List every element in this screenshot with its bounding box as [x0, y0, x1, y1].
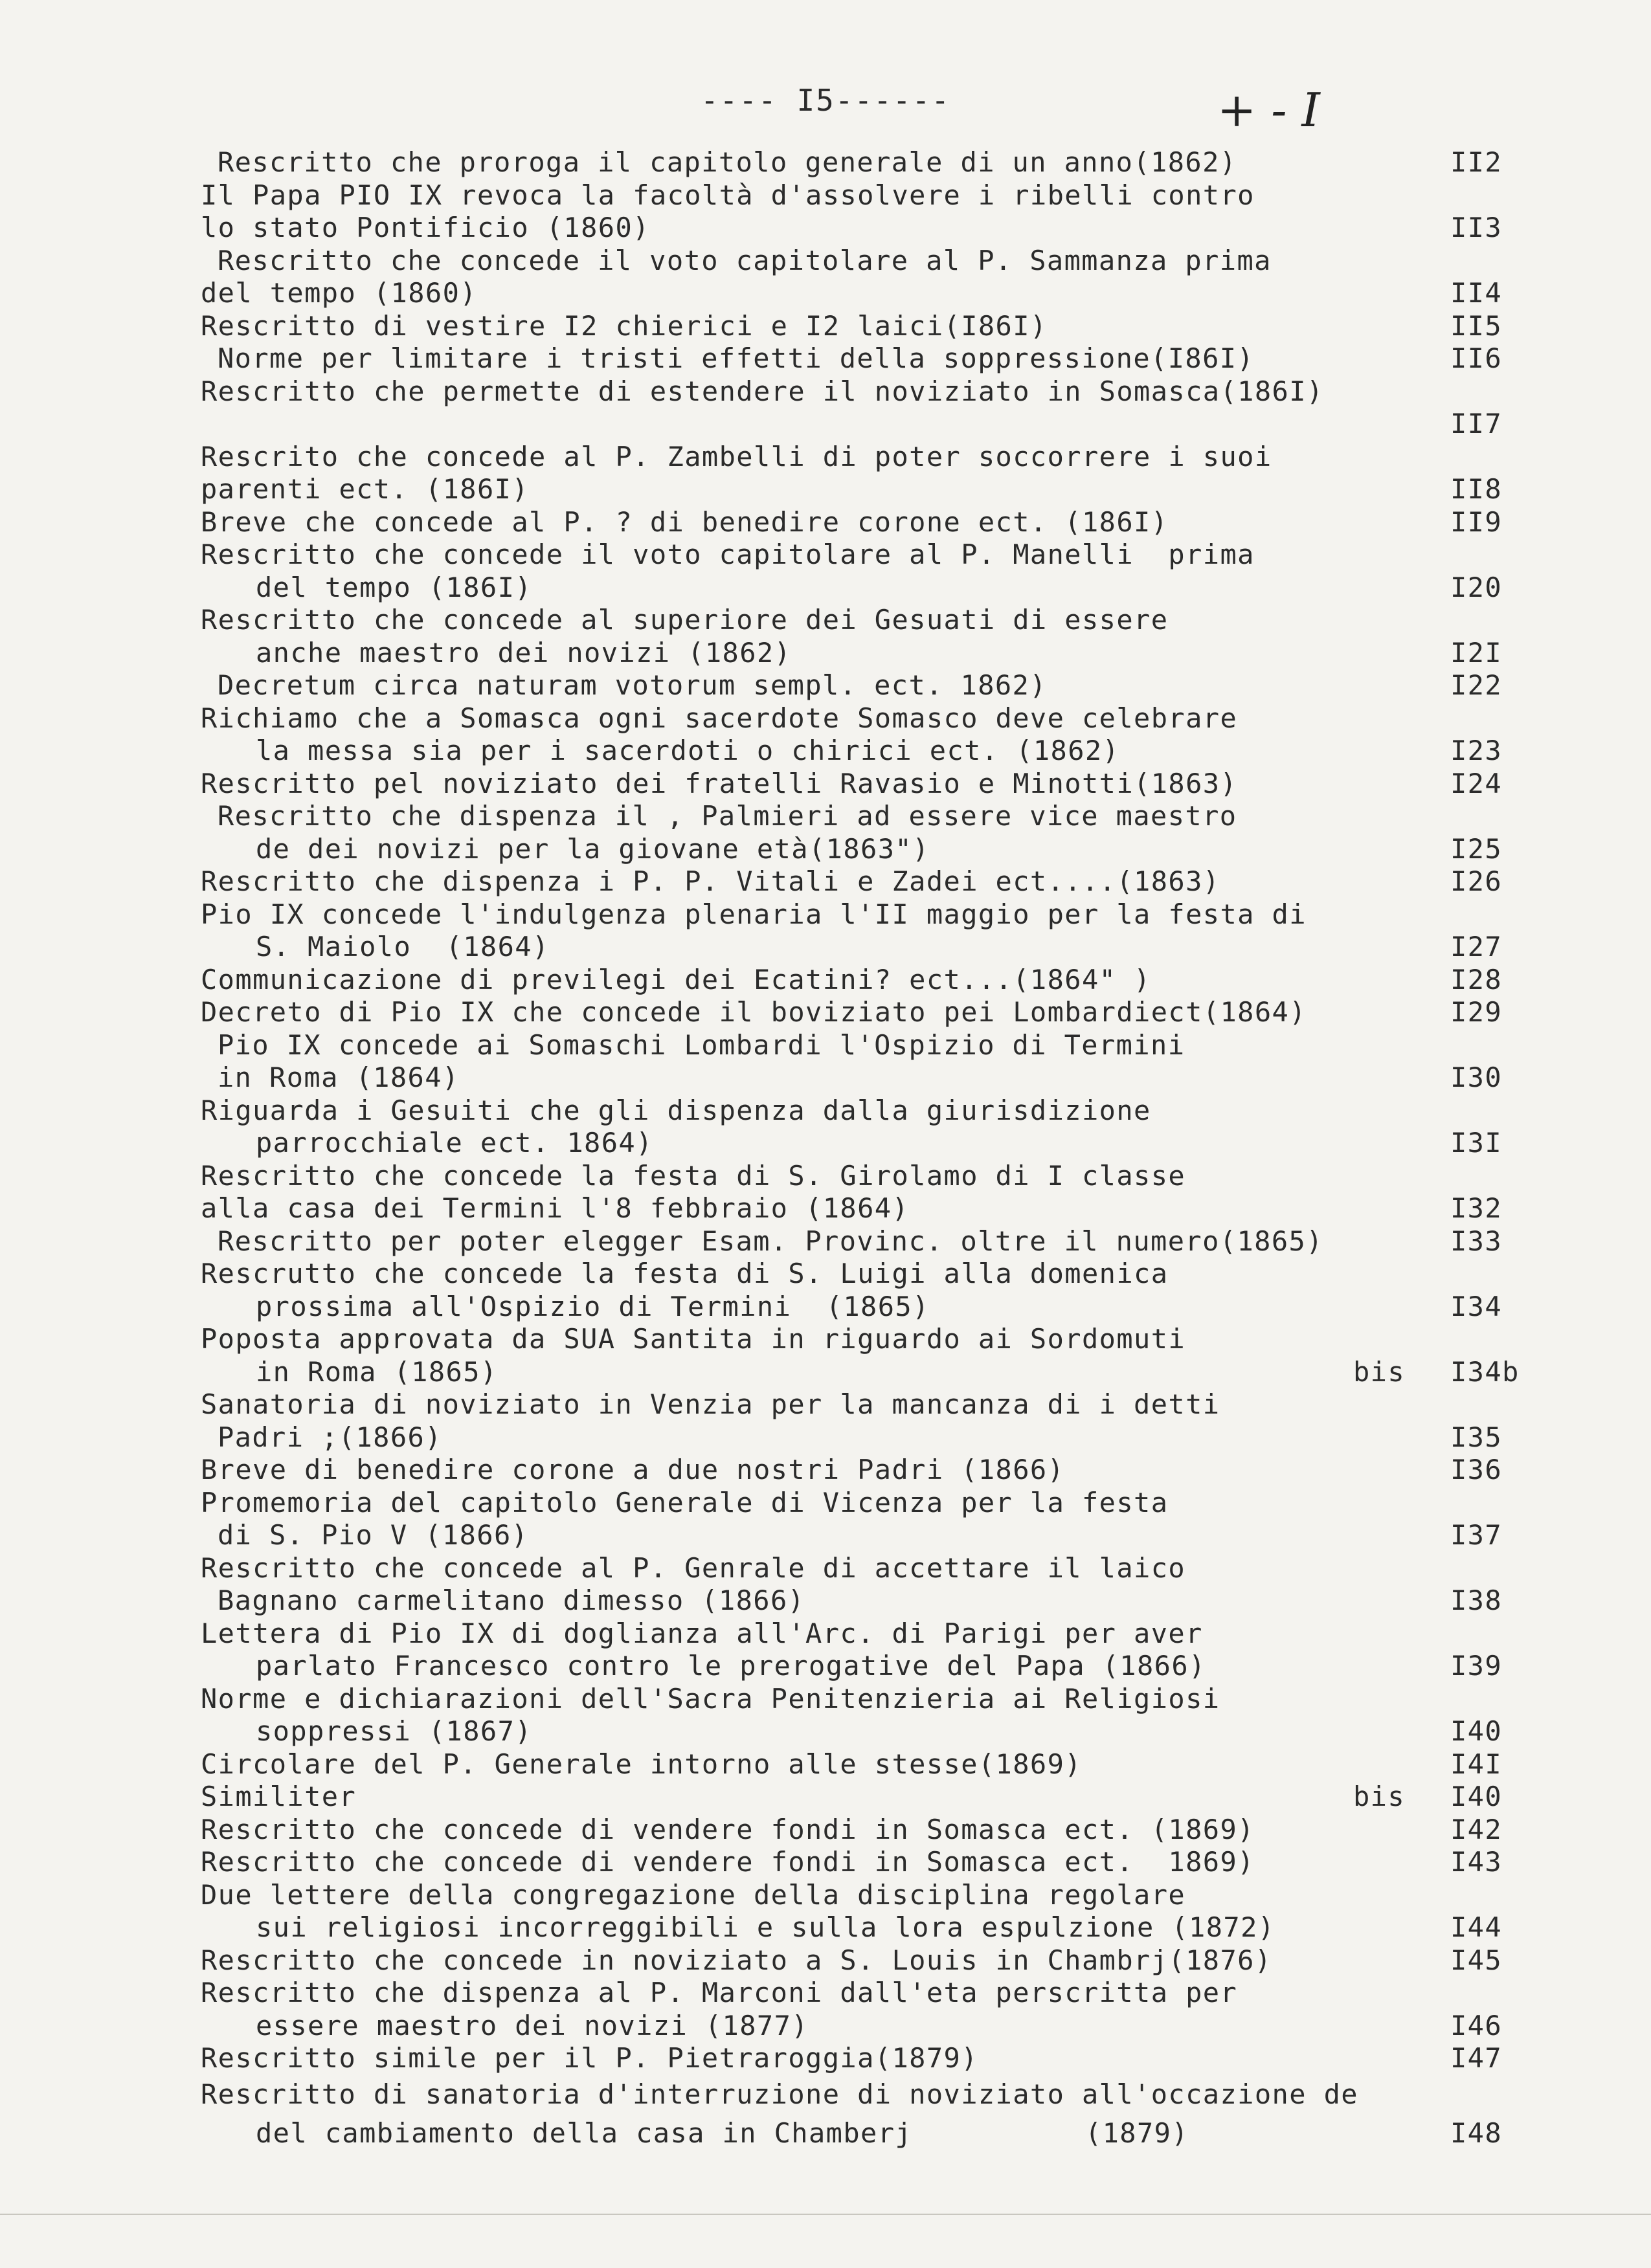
index-entry [0, 310, 1651, 343]
index-entry [0, 964, 1651, 997]
entry-number: I33 [1450, 1225, 1503, 1257]
entry-text: Riguarda i Gesuiti che gli dispenza dalla giurisdizione [201, 1094, 1151, 1126]
entry-text: Il Papa PIO IX revoca la facoltà d'assolvere i ribelli contro [201, 179, 1255, 211]
index-entry [0, 865, 1651, 898]
entry-number: I24 [1450, 767, 1503, 799]
entry-text: Lettera di Pio IX di doglianza all'Arc. di Parigi per aver [201, 1617, 1203, 1649]
entry-line [0, 146, 1651, 179]
entry-text: di S. Pio V (1866) [218, 1519, 529, 1551]
entry-text: sui religiosi incorreggibili e sulla lora espulzione (1872) [256, 1911, 1275, 1943]
entry-line [0, 1944, 1651, 1977]
entry-line [0, 1356, 1651, 1389]
entry-line [0, 1715, 1651, 1748]
index-entry [0, 2042, 1651, 2075]
entry-line [0, 702, 1651, 735]
entry-text: Rescritto di vestire I2 chierici e I2 laici(I86I) [201, 309, 1048, 342]
entry-line [0, 1225, 1651, 1258]
entry-text: Rescritto che concede in noviziato a S. Louis in Chambrj(1876) [201, 1944, 1272, 1976]
entry-line [0, 669, 1651, 702]
entry-number: I27 [1450, 931, 1503, 962]
entry-line [0, 1291, 1651, 1324]
entry-text: lo stato Pontificio (1860) [201, 212, 650, 243]
entry-line [0, 1192, 1651, 1225]
entry-line [0, 310, 1651, 343]
entry-text: anche maestro dei novizi (1862) [256, 636, 792, 669]
entry-number: I40 [1450, 1715, 1503, 1747]
entry-number: I36 [1450, 1454, 1503, 1485]
entry-text: la messa sia per i sacerdoti o chirici ect. (1862) [256, 735, 1120, 766]
index-entry [0, 800, 1651, 865]
entry-line [0, 1160, 1651, 1193]
entry-line [0, 441, 1651, 474]
page-bottom-edge [0, 2214, 1651, 2215]
entry-text: Padri ;(1866) [218, 1421, 442, 1453]
entry-text: Rescritto per poter elegger Esam. Provinc. oltre il numero(1865) [218, 1225, 1323, 1257]
index-entry [0, 1748, 1651, 1781]
entry-line [0, 1748, 1651, 1781]
entry-text: Breve che concede al P. ? di benedire corone ect. (186I) [201, 506, 1169, 538]
index-entry [0, 539, 1651, 604]
entry-text: Rescrutto che concede la festa di S. Luigi alla domenica [201, 1258, 1169, 1289]
entry-line [0, 179, 1651, 212]
entry-text: Bagnano carmelitano dimesso (1866) [218, 1584, 805, 1616]
index-entry [0, 441, 1651, 506]
entry-line [0, 1584, 1651, 1618]
index-entry [0, 1487, 1651, 1552]
entry-text: Rescritto che concede la festa di S. Girolamo di I classe [201, 1159, 1186, 1192]
entry-number: II7 [1450, 408, 1503, 439]
entry-number: I35 [1450, 1421, 1503, 1453]
entry-line [0, 1388, 1651, 1421]
index-entry [0, 1977, 1651, 2042]
entry-line [0, 539, 1651, 572]
index-entry [0, 1781, 1651, 1814]
index-entry [0, 1323, 1651, 1388]
entry-text: Rescritto che proroga il capitolo generale di un anno(1862) [218, 146, 1237, 178]
entry-number: I3I [1450, 1127, 1503, 1159]
entry-line [0, 1029, 1651, 1062]
entry-number: I23 [1450, 735, 1503, 766]
index-entry [0, 1454, 1651, 1487]
entry-line [0, 473, 1651, 506]
entry-text: Circolare del P. Generale intorno alle stesse(1869) [201, 1748, 1082, 1780]
entry-line [0, 342, 1651, 375]
entry-text: Rescritto che concede di vendere fondi in Somasca ect. 1869) [201, 1846, 1255, 1878]
entry-number: I32 [1450, 1192, 1503, 1224]
entry-line [0, 1127, 1651, 1160]
entry-line [0, 1846, 1651, 1879]
entry-line [0, 735, 1651, 768]
entry-line [0, 964, 1651, 997]
entry-line [0, 2075, 1651, 2114]
entry-text: soppressi (1867) [256, 1715, 532, 1747]
entry-number: I42 [1450, 1813, 1503, 1845]
entry-line [0, 1095, 1651, 1128]
entry-text: Rescritto che concede il voto capitolare al P. Manelli prima [201, 539, 1255, 570]
entry-text: Norme per limitare i tristi effetti della soppressione(I86I) [218, 342, 1255, 374]
entry-text: parrocchiale ect. 1864) [256, 1127, 653, 1159]
index-entry [0, 1846, 1651, 1879]
entry-line [0, 375, 1651, 408]
entry-line [0, 1487, 1651, 1520]
index-entry [0, 1388, 1651, 1454]
entry-text: Rescritto che concede di vendere fondi in Somasca ect. (1869) [201, 1813, 1255, 1845]
index-entry [0, 146, 1651, 179]
entry-number: I46 [1450, 2009, 1503, 2041]
entry-text: de dei novizi per la giovane età(1863") [256, 832, 930, 865]
entry-list [0, 146, 1651, 2153]
entry-number: I38 [1450, 1584, 1503, 1616]
entry-text: del cambiamento della casa in Chamberj (1879) [256, 2117, 1189, 2149]
entry-text: Rescrito che concede al P. Zambelli di poter soccorrere i suoi [201, 440, 1272, 472]
entry-line [0, 931, 1651, 964]
entry-text: Due lettere della congregazione della disciplina regolare [201, 1878, 1186, 1911]
entry-text: alla casa dei Termini l'8 febbraio (1864) [201, 1192, 910, 1224]
entry-text: S. Maiolo (1864) [256, 931, 550, 962]
index-entry [0, 1029, 1651, 1095]
entry-line [0, 1650, 1651, 1683]
index-entry [0, 1225, 1651, 1258]
entry-line [0, 212, 1651, 245]
entry-line [0, 1911, 1651, 1944]
entry-text: Rescritto simile per il P. Pietraroggia(1879) [201, 2042, 978, 2074]
index-entry [0, 1160, 1651, 1225]
index-entry [0, 1879, 1651, 1944]
entry-text: Rescritto che concede il voto capitolare al P. Sammanza prima [218, 244, 1272, 276]
entry-line [0, 1552, 1651, 1585]
entry-number: I4I [1450, 1748, 1503, 1780]
entry-text: parenti ect. (186I) [201, 473, 530, 505]
entry-line [0, 506, 1651, 539]
entry-text: Pio IX concede ai Somaschi Lombardi l'Ospizio di Termini [218, 1028, 1185, 1061]
entry-line [0, 637, 1651, 670]
entry-number: I40 [1450, 1781, 1503, 1812]
index-entry [0, 768, 1651, 801]
entry-number: I28 [1450, 963, 1503, 995]
entry-line [0, 1258, 1651, 1291]
entry-line [0, 996, 1651, 1029]
index-entry [0, 996, 1651, 1029]
entry-line [0, 1977, 1651, 2010]
entry-number: II4 [1450, 277, 1503, 309]
index-entry [0, 342, 1651, 375]
entry-text: Rescritto che dispenza al P. Marconi dall'eta perscritta per [201, 1977, 1238, 2008]
entry-text: Breve di benedire corone a due nostri Padri (1866) [201, 1454, 1065, 1485]
entry-text: Rescritto che permette di estendere il noviziato in Somasca(186I) [201, 375, 1324, 407]
entry-line [0, 2010, 1651, 2043]
entry-line [0, 1519, 1651, 1552]
entry-number: II2 [1450, 146, 1503, 178]
entry-line [0, 604, 1651, 637]
entry-number: I25 [1450, 832, 1503, 865]
entry-line [0, 2114, 1651, 2153]
entry-line [0, 1454, 1651, 1487]
index-entry [0, 506, 1651, 539]
entry-number: I20 [1450, 571, 1503, 603]
entry-line [0, 408, 1651, 441]
index-entry [0, 1258, 1651, 1323]
entry-text: Rescritto che dispenza i P. P. Vitali e Zadei ect....(1863) [201, 865, 1220, 897]
entry-line [0, 277, 1651, 310]
index-entry [0, 375, 1651, 441]
page-number: ---- I5------ [700, 83, 951, 118]
entry-text: Decretum circa naturam votorum sempl. ect. 1862) [218, 669, 1047, 701]
entry-number: I48 [1450, 2117, 1503, 2149]
index-entry [0, 1683, 1651, 1748]
entry-number: I45 [1450, 1944, 1503, 1976]
entry-text: Sanatoria di noviziato in Venzia per la mancanza di i detti [201, 1388, 1220, 1420]
entry-line [0, 245, 1651, 278]
index-entry [0, 2075, 1651, 2153]
entry-text: Similiter [201, 1781, 357, 1812]
entry-line [0, 768, 1651, 801]
entry-line [0, 1781, 1651, 1814]
entry-line [0, 1323, 1651, 1356]
entry-number: II9 [1450, 506, 1503, 538]
index-entry [0, 669, 1651, 702]
entry-text: Decreto di Pio IX che concede il boviziato pei Lombardiect(1864) [201, 996, 1307, 1028]
entry-number: I26 [1450, 865, 1503, 897]
entry-text: prossima all'Ospizio di Termini (1865) [256, 1290, 930, 1322]
entry-text: Poposta approvata da SUA Santita in riguardo ai Sordomuti [201, 1323, 1186, 1355]
entry-line [0, 1879, 1651, 1912]
index-entry [0, 179, 1651, 245]
entry-line [0, 1421, 1651, 1454]
entry-number: I34 [1450, 1290, 1503, 1322]
entry-text: Rescritto che concede al superiore dei Gesuati di essere [201, 604, 1169, 636]
entry-bis: bis [1353, 1781, 1406, 1812]
entry-number: II3 [1450, 212, 1503, 243]
entry-line [0, 1814, 1651, 1847]
entry-number: I2I [1450, 636, 1503, 669]
entry-line [0, 833, 1651, 866]
entry-text: Communicazione di previlegi dei Ecatini? ect...(1864" ) [201, 963, 1151, 995]
entry-text: Rescritto che concede al P. Genrale di accettare il laico [201, 1551, 1186, 1584]
entry-number: I37 [1450, 1519, 1503, 1551]
entry-line [0, 1062, 1651, 1095]
entry-line [0, 572, 1651, 605]
entry-number: I44 [1450, 1911, 1503, 1943]
entry-number: I39 [1450, 1650, 1503, 1682]
entry-text: in Roma (1865) [256, 1355, 498, 1388]
entry-line [0, 865, 1651, 898]
entry-line [0, 1683, 1651, 1716]
entry-text: Promemoria del capitolo Generale di Vicenza per la festa [201, 1486, 1169, 1518]
entry-text: Rescritto che dispenza il , Palmieri ad essere vice maestro [218, 800, 1237, 832]
entry-text: Pio IX concede l'indulgenza plenaria l'II maggio per la festa di [201, 898, 1307, 930]
entry-number: I22 [1450, 669, 1503, 701]
entry-number: I29 [1450, 996, 1503, 1028]
index-entry [0, 604, 1651, 669]
handwritten-mark: + - I [1217, 83, 1320, 137]
index-entry [0, 1095, 1651, 1160]
entry-line [0, 2042, 1651, 2075]
entry-text: del tempo (1860) [201, 277, 477, 309]
entry-text: in Roma (1864) [218, 1062, 460, 1093]
entry-number: II8 [1450, 473, 1503, 505]
entry-text: del tempo (186I) [256, 571, 532, 603]
entry-number: I30 [1450, 1062, 1503, 1093]
index-entry [0, 1944, 1651, 1977]
index-entry [0, 702, 1651, 768]
entry-line [0, 1618, 1651, 1651]
entry-number: I43 [1450, 1846, 1503, 1878]
index-entry [0, 1618, 1651, 1683]
index-entry [0, 245, 1651, 310]
entry-bis: bis [1353, 1355, 1406, 1388]
entry-number: II6 [1450, 342, 1503, 374]
entry-number: II5 [1450, 309, 1503, 342]
entry-line [0, 800, 1651, 833]
index-entry [0, 898, 1651, 964]
entry-number: I34b [1450, 1355, 1520, 1388]
entry-line [0, 898, 1651, 931]
index-entry [0, 1552, 1651, 1618]
index-entry [0, 1814, 1651, 1847]
entry-text: essere maestro dei novizi (1877) [256, 2009, 809, 2041]
entry-number: I47 [1450, 2042, 1503, 2074]
entry-text: Rescritto di sanatoria d'interruzione di noviziato all'occazione de [201, 2078, 1358, 2110]
entry-text: Richiamo che a Somasca ogni sacerdote Somasco deve celebrare [201, 702, 1238, 734]
entry-text: Rescritto pel noviziato dei fratelli Ravasio e Minotti(1863) [201, 767, 1238, 799]
entry-text: Norme e dichiarazioni dell'Sacra Penitenzieria ai Religiosi [201, 1682, 1220, 1715]
entry-text: parlato Francesco contro le prerogative del Papa (1866) [256, 1650, 1206, 1682]
